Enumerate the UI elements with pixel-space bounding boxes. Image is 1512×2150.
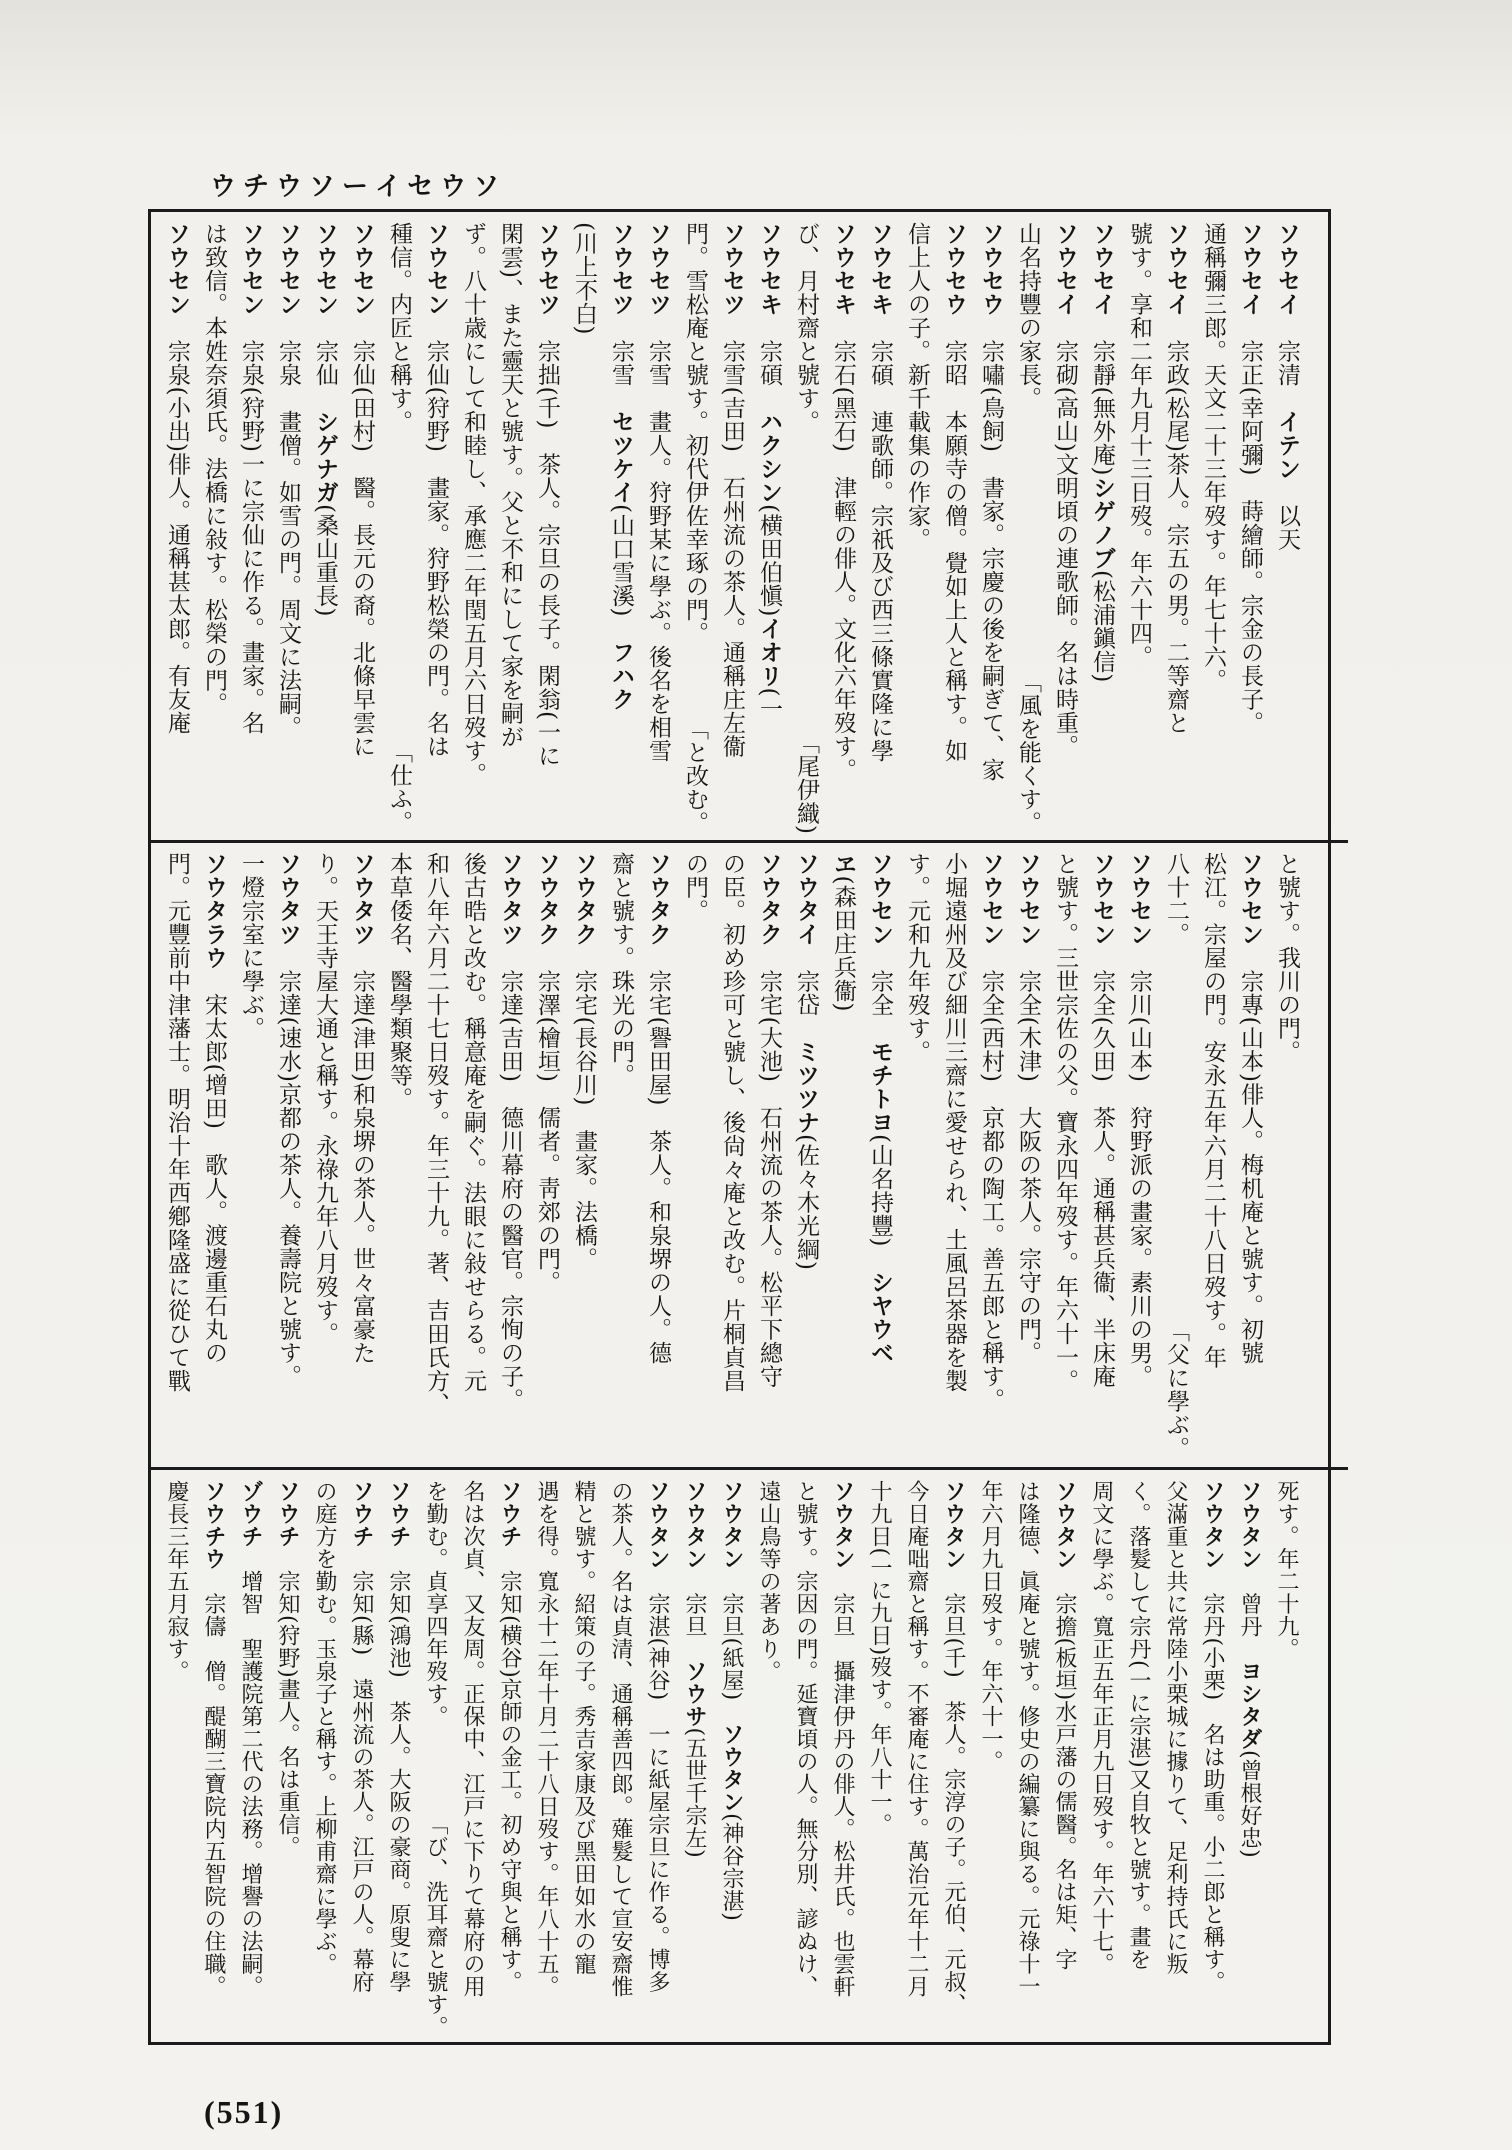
entry-column [935, 1480, 972, 2038]
column-text: ソウタツ 宗達(吉田) 德川幕府の醫官。宗恂の子。 [497, 852, 523, 1412]
entry-column [750, 222, 787, 834]
entry-column [158, 852, 195, 1460]
column-text: く。落髮して宗丹(一に宗湛)又自牧と號す。畫を [1126, 1480, 1151, 1971]
entry-column [750, 852, 787, 1460]
entry-column [787, 1480, 824, 2038]
headword-kana: ソウセイ [1163, 222, 1189, 316]
column-text: ソウタク 宗宅(長谷川) 畫家。法橋。 [571, 852, 597, 1271]
headword-kana: ソウセイ [1274, 222, 1300, 316]
entry-column [1009, 222, 1046, 834]
headword-kana: ソウチ [386, 1480, 411, 1548]
entry-column [306, 1480, 343, 2038]
headword-kana: ソウセイ [1052, 222, 1078, 316]
headword-kana: イテン [1274, 410, 1300, 481]
entry-column [861, 222, 898, 834]
column-text: ソウセイ 宗靜(無外庵)シゲノブ(松浦鎭信) [1089, 222, 1115, 683]
headword-kana: ソウタツ [349, 852, 375, 946]
entry-column [232, 222, 269, 834]
page-number: (551) [204, 2094, 284, 2130]
entry-column [343, 222, 380, 834]
column-text: ソウタン 曾丹 ヨシタダ(曾根好忠) [1237, 1480, 1262, 1859]
entry-column [1268, 222, 1305, 834]
entry-column [787, 852, 824, 1460]
entry-column [824, 852, 861, 1460]
headword-kana: ソウセン [238, 222, 264, 316]
entry-column [713, 852, 750, 1460]
entry-column [824, 222, 861, 834]
entry-column [602, 222, 639, 834]
entry-column [861, 852, 898, 1460]
entry-column [343, 852, 380, 1460]
headword-kana: ソウセキ [756, 222, 782, 316]
column-text: 年六月九日歿す。年六十一。 [978, 1480, 1003, 1773]
column-text: 八十二。 [1163, 852, 1189, 946]
column-text: (川上不白) [571, 222, 597, 335]
column-text: ソウセン 宗仙(狩野) 畫家。狩野松榮の門。名は [423, 222, 449, 758]
column-text: ソウタン 宗湛(神谷) 一に紙屋宗旦に作る。博多 [645, 1480, 670, 1994]
column-text: ソウセン 宗全(木津) 大阪の茶人。宗守の門。 [1015, 852, 1041, 1365]
tier-divider-lower [148, 1467, 1348, 1470]
column-text: ソウセイ 宗砌(高山)文明頃の連歌師。名は時重。 [1052, 222, 1078, 758]
entry-column [972, 852, 1009, 1460]
headword-kana: ソウセン [1089, 852, 1115, 946]
headword-kana: ソウタン [682, 1480, 707, 1570]
entry-column [639, 222, 676, 834]
column-text: ソウセン 宗全 モチトヨ(山名持豐) シヤウベ [867, 852, 893, 1365]
column-text: ソウセン 宗仙 シゲナガ(桑山重長) [312, 222, 338, 617]
column-text: と號す。宗因の門。延寶頃の人。無分別、諺ぬけ、 [793, 1480, 818, 1998]
entry-column [602, 852, 639, 1460]
entry-column [565, 222, 602, 834]
column-text: ソウセウ 宗昭 本願寺の僧。覺如上人と稱す。如 [941, 222, 967, 763]
entry-column [1194, 222, 1231, 834]
column-text: の庭方を勤む。玉泉子と稱す。上柳甫齋に學ぶ。 [312, 1480, 337, 1975]
column-text: 一燈宗室に學ぶ。 [238, 852, 264, 1040]
headword-kana: ソウチ [275, 1480, 300, 1548]
column-text: ソウチウ 宗儔 僧。醍醐三寶院内五智院の住職。 [201, 1480, 226, 1998]
entry-column [269, 1480, 306, 2038]
column-text: ソウセキ 宗碩 連歌師。宗祇及び西三條實隆に學 [867, 222, 893, 763]
entry-column [824, 1480, 861, 2038]
column-text: ソウセン 宗全(西村) 京都の陶工。善五郎と稱す。 [978, 852, 1004, 1412]
column-text: 名は次貞、又友周。正保中、江戸に下りて幕府の用 [460, 1480, 485, 1998]
column-text: ソウセイ 宗正(幸阿彌) 蒔繪師。宗金の長子。 [1237, 222, 1263, 735]
column-text: 閑雲)、また靈天と號す。父と不和にして家を嗣が [497, 222, 523, 749]
headword-kana: ソウタク [571, 852, 597, 946]
headword-kana: ソウタラウ [201, 852, 227, 970]
column-text: ソウセン 宗泉 畫僧。如雪の門。周文に法嗣。 [275, 222, 301, 739]
column-text: ソウセツ 宗雪(吉田) 石州流の茶人。通稱庄左衞 [719, 222, 745, 758]
column-text: ソウセン 宗川(山本) 狩野派の畫家。素川の男。 [1126, 852, 1152, 1388]
headword-kana: ソウセン [867, 852, 893, 946]
headword-kana: ソウセイ [1089, 222, 1115, 316]
column-text: 本草倭名、醫學類聚等。 [386, 852, 412, 1111]
entry-column [232, 1480, 269, 2038]
entry-column [1009, 1480, 1046, 2038]
entry-column [1194, 852, 1231, 1460]
column-text: 父滿重と共に常陸小栗城に據りて、足利持氏に叛 [1163, 1480, 1188, 1975]
column-text: 死す。年二十九。 [1274, 1480, 1299, 1660]
headword-kana: ヨシタダ [1237, 1660, 1262, 1750]
column-text: ソウセツ 宗雪 畫人。狩野某に學ぶ。後名を相雪 [645, 222, 671, 763]
entry-column [1046, 1480, 1083, 2038]
headword-kana: ソウサ [682, 1660, 707, 1728]
column-text: ソウタン 宗旦(千) 茶人。宗淳の子。元伯、元叔、 [941, 1480, 966, 2016]
entry-column [1120, 852, 1157, 1460]
entry-column [676, 222, 713, 834]
headword-kana: ソウタン [1237, 1480, 1262, 1570]
entry-column [602, 1480, 639, 2038]
entry-column [343, 1480, 380, 2038]
column-text: 遠山鳥等の著あり。 [756, 1480, 781, 1683]
column-text: ソウセン 宗專(山本)俳人。梅机庵と號す。初號 [1237, 852, 1263, 1365]
column-text: 號す。享和二年九月十三日歿。年六十四。 [1126, 222, 1152, 669]
column-text: ソウチ 宗知(縣) 遠州流の茶人。江戸の人。幕府 [349, 1480, 374, 1994]
continuation-text: 「仕ふ。 [386, 740, 412, 834]
headword-kana: ソウタク [756, 852, 782, 946]
headword-kana: ソウセン [1126, 852, 1152, 946]
upper-tier [158, 222, 1305, 834]
entry-column [676, 1480, 713, 2038]
headword-kana: シヤウベ [867, 1270, 893, 1365]
headword-kana: ソウタン [941, 1480, 966, 1570]
entry-column [787, 222, 824, 834]
entry-column [195, 222, 232, 834]
column-text: ソウタツ 宗達(速水)京都の茶人。養壽院と號す。 [275, 852, 301, 1388]
column-text: ソウチ 宗知(横谷)京師の金工。初め守與と稱す。 [497, 1480, 522, 1994]
entry-column [639, 852, 676, 1460]
column-text: 精と號す。紹策の子。秀吉家康及び黑田如水の寵 [571, 1480, 596, 1975]
column-text: 門。元豐前中津藩士。明治十年西鄕隆盛に從ひて戰 [164, 852, 190, 1393]
entry-column [750, 1480, 787, 2038]
entry-column [1231, 852, 1268, 1460]
column-text: 周文に學ぶ。寬正五年正月九日歿す。年六十七。 [1089, 1480, 1114, 1975]
entry-column [898, 222, 935, 834]
column-text: ソウタク 宗澤(檜垣) 儒者。靑郊の門。 [534, 852, 560, 1294]
headword-kana: ソウタツ [497, 852, 523, 946]
entry-column [1157, 852, 1194, 1460]
headword-kana: ソウセキ [830, 222, 856, 316]
column-text: ソウセツ 宗雪 セツケイ(山口雪溪) フハク [608, 222, 634, 711]
entry-column [1231, 1480, 1268, 2038]
headword-kana: ソウセツ [608, 222, 634, 316]
column-text: ず。八十歳にして和睦し、承應二年閏五月六日歿す。 [460, 222, 486, 786]
headword-kana: ミツツナ [793, 1040, 819, 1134]
headword-kana: ハクシン [756, 410, 782, 504]
column-text: ソウセツ 宗拙(千) 茶人。宗旦の長子。閑翁(一に [534, 222, 560, 768]
entry-column [417, 852, 454, 1460]
headword-kana: ソウセン [978, 852, 1004, 946]
entry-column [417, 222, 454, 834]
column-text: ソウタン 宗丹(小栗) 名は助重。小二郎と稱す。 [1200, 1480, 1225, 1994]
headword-kana: イオリ [756, 616, 782, 688]
entry-column [1157, 1480, 1194, 2038]
entry-column [1083, 1480, 1120, 2038]
entry-column [195, 1480, 232, 2038]
column-text: ソウチ 宗知(狩野)畫人。名は重信。 [275, 1480, 300, 1859]
entry-column [417, 1480, 454, 2038]
headword-kana: ソウセツ [645, 222, 671, 316]
entry-column [1083, 222, 1120, 834]
headword-kana: モチトヨ [867, 1040, 893, 1134]
column-text: り。天王寺屋大通と稱す。永祿九年八月歿す。 [312, 852, 338, 1346]
column-text: ソウタン 宗旦 攝津伊丹の俳人。松井氏。也雲軒 [830, 1480, 855, 1998]
entry-column [1157, 222, 1194, 834]
headword-kana: ソウタイ [793, 852, 819, 946]
column-text: は隆德、眞庵と號す。修史の編纂に與る。元祿十一 [1015, 1480, 1040, 1998]
entry-column [269, 222, 306, 834]
entry-column [232, 852, 269, 1460]
column-text: の門。 [682, 852, 708, 923]
column-text: は致信。本姓奈須氏。法橋に敍す。松榮の門。 [201, 222, 227, 716]
column-text: ソウタン 宗旦(紙屋) ソウタン(神谷宗湛) [719, 1480, 744, 1922]
headword-kana: ソウセン [349, 222, 375, 316]
headword-kana: ソウタク [645, 852, 671, 946]
headword-kana: ソウタツ [275, 852, 301, 946]
headword-kana: フハク [608, 640, 634, 711]
entry-column [491, 222, 528, 834]
entry-column [454, 222, 491, 834]
headword-kana: ソウタク [534, 852, 560, 946]
column-text: ソウセン 宗全(久田) 茶人。通稱甚兵衞、半床庵 [1089, 852, 1115, 1388]
headword-kana: ソウタン [719, 1723, 744, 1814]
entry-column [1120, 1480, 1157, 2038]
column-text: ソウタク 宗宅(譽田屋) 茶人。和泉堺の人。德 [645, 852, 671, 1365]
entry-column [1231, 222, 1268, 834]
headword-kana: シゲノブ [1089, 475, 1115, 570]
column-text: ソウタン 宗擔(板垣)水戸藩の儒醫。名は矩、字 [1052, 1480, 1077, 1971]
entry-column [195, 852, 232, 1460]
entry-column [1046, 852, 1083, 1460]
column-text: の臣。初め珍可と號し、後尙々庵と改む。片桐貞昌 [719, 852, 745, 1393]
column-text: 小堀遠州及び細川三齋に愛せられ、土風呂茶器を製 [941, 852, 967, 1393]
running-head: ソウセイーソウチウ [210, 172, 507, 202]
entry-column [935, 852, 972, 1460]
column-text: 信上人の子。新千載集の作家。 [904, 222, 930, 551]
headword-kana: ソウセツ [534, 222, 560, 316]
entry-column [491, 852, 528, 1460]
column-text: と號す。我川の門。 [1274, 852, 1300, 1064]
entry-column [898, 1480, 935, 2038]
entry-column [528, 1480, 565, 2038]
headword-kana: ソウタン [830, 1480, 855, 1570]
entry-column [269, 852, 306, 1460]
column-text: ソウセン 宗泉(小出)俳人。通稱甚太郎。有友庵 [164, 222, 190, 735]
column-text: 遇を得。寬永十二年十月二十八日歿す。年八十五。 [534, 1480, 559, 1998]
entry-column [565, 852, 602, 1460]
column-text: ソウセウ 宗嘯(鳥飼) 書家。宗慶の後を嗣ぎて、家 [978, 222, 1004, 782]
column-text: ソウタツ 宗達(津田)和泉堺の茶人。世々富豪た [349, 852, 375, 1365]
column-text: ソウセキ 宗石(黑石) 津輕の俳人。文化六年歿す。 [830, 222, 856, 782]
column-text: ゾウチ 增智 聖護院第二代の法務。增譽の法嗣。 [238, 1480, 263, 1998]
headword-kana: ソウセン [423, 222, 449, 316]
entry-column [1194, 1480, 1231, 2038]
continuation-text: 「父に學ぶ。 [1163, 1319, 1189, 1460]
entry-column [676, 852, 713, 1460]
headword-kana: ソウセン [164, 222, 190, 316]
column-text: 山名持豐の家長。 [1015, 222, 1041, 410]
headword-kana: ソウセウ [941, 222, 967, 316]
headword-kana: ソウセキ [867, 222, 893, 316]
entry-column [565, 1480, 602, 2038]
column-text: ソウタイ 宗岱 ミツツナ(佐々木光綱) [793, 852, 819, 1271]
entry-column [528, 222, 565, 834]
entry-column [861, 1480, 898, 2038]
column-text: 今日庵咄齋と稱す。不審庵に住す。萬治元年十二月 [904, 1480, 929, 1998]
headword-kana: ソウチ [497, 1480, 522, 1548]
entry-column [528, 852, 565, 1460]
column-text: ソウセン 宗泉(狩野)一に宗仙に作る。畫家。名 [238, 222, 264, 735]
headword-kana: ソウセン [275, 222, 301, 316]
column-text: ソウタン 宗旦 ソウサ(五世千宗左) [682, 1480, 707, 1859]
entry-column [380, 1480, 417, 2038]
headword-kana: ソウタン [719, 1480, 744, 1570]
column-text: 種信。内匠と稱す。 [386, 222, 412, 434]
headword-kana: ソウセン [312, 222, 338, 316]
continuation-text: 「び、洗耳齋と號す。 [423, 1813, 448, 2038]
entry-column [158, 1480, 195, 2038]
headword-kana: ソウチウ [201, 1480, 226, 1570]
headword-kana: ソウセン [1015, 852, 1041, 946]
column-text: 和八年六月二十七日歿す。年三十九。著、吉田氏方、 [423, 852, 449, 1416]
column-text: す。元和九年歿す。 [904, 852, 930, 1064]
column-text: 通稱彌三郎。天文二十三年歿す。年七十六。 [1200, 222, 1226, 692]
headword-kana: セツケイ [608, 410, 634, 504]
headword-kana: ソウタン [645, 1480, 670, 1570]
entry-column [713, 222, 750, 834]
continuation-text: 「尾伊織) [793, 730, 819, 834]
entry-column [972, 222, 1009, 834]
entry-column [898, 852, 935, 1460]
entry-column [380, 222, 417, 834]
column-text: 慶長三年五月寂す。 [164, 1480, 189, 1683]
entry-column [306, 222, 343, 834]
entry-column [380, 852, 417, 1460]
entry-column [1268, 852, 1305, 1460]
tier-divider-upper [148, 840, 1348, 843]
headword-kana: ソウタン [1200, 1480, 1225, 1570]
column-text: ソウセキ 宗碩 ハクシン(横田伯愼)イオリ(一 [756, 222, 782, 721]
headword-kana: ソウセツ [719, 222, 745, 316]
column-text: と號す。三世宗佐の父。寶永四年歿す。年六十一。 [1052, 852, 1078, 1393]
column-text: ソウチ 宗知(鴻池) 茶人。大阪の豪商。原叟に學 [386, 1480, 411, 1994]
headword-kana: ヱ [830, 852, 856, 876]
entry-column [454, 1480, 491, 2038]
headword-kana: シゲナガ [312, 410, 338, 504]
column-text: 門。雪松庵と號す。初代伊佐幸琢の門。 [682, 222, 708, 645]
column-text: ソウタク 宗宅(大池) 石州流の茶人。松平下總守 [756, 852, 782, 1388]
column-text: 十九日(一に九日)歿す。年八十一。 [867, 1480, 892, 1836]
entry-column [1083, 852, 1120, 1460]
entry-column [306, 852, 343, 1460]
headword-kana: ゾウチ [238, 1480, 263, 1548]
entry-column [972, 1480, 1009, 2038]
entry-column [158, 222, 195, 834]
column-text: 後古晧と改む。稱意庵を嗣ぐ。法眼に敍せらる。元 [460, 852, 486, 1393]
column-text: び、月村齋と號す。 [793, 222, 819, 434]
continuation-text: 「と改む。 [682, 716, 708, 834]
entry-column [1009, 852, 1046, 1460]
continuation-text: 「風を能くす。 [1015, 669, 1041, 834]
entry-column [935, 222, 972, 834]
headword-kana: ソウセイ [1237, 222, 1263, 316]
middle-tier [158, 852, 1305, 1460]
entry-column [713, 1480, 750, 2038]
column-text: 齋と號す。珠光の門。 [608, 852, 634, 1087]
column-text: ソウセン 宗仙(田村) 醫。長元の裔。北條早雲に [349, 222, 375, 758]
entry-column [1268, 1480, 1305, 2038]
lower-tier [158, 1480, 1305, 2038]
column-text: ソウセイ 宗清 イテン 以天 [1274, 222, 1300, 551]
headword-kana: ソウセン [1237, 852, 1263, 946]
column-text: ヱ(森田庄兵衞) [830, 852, 856, 1012]
entry-column [1120, 222, 1157, 834]
entry-column [491, 1480, 528, 2038]
column-text: の茶人。名は貞清、通稱善四郎。薙髮して宣安齋惟 [608, 1480, 633, 1998]
column-text: ソウタラウ 宋太郎(增田) 歌人。渡邊重石丸の [201, 852, 227, 1365]
entry-column [454, 852, 491, 1460]
headword-kana: ソウセウ [978, 222, 1004, 316]
entry-column [1046, 222, 1083, 834]
column-text: 松江。宗屋の門。安永五年六月二十八日歿す。年 [1200, 852, 1226, 1369]
column-text: ソウセイ 宗政(松尾)茶人。宗五の男。二等齋と [1163, 222, 1189, 735]
column-text: を勤む。貞享四年歿す。 [423, 1480, 448, 1728]
headword-kana: ソウチ [349, 1480, 374, 1548]
entry-column [639, 1480, 676, 2038]
headword-kana: ソウタン [1052, 1480, 1077, 1570]
